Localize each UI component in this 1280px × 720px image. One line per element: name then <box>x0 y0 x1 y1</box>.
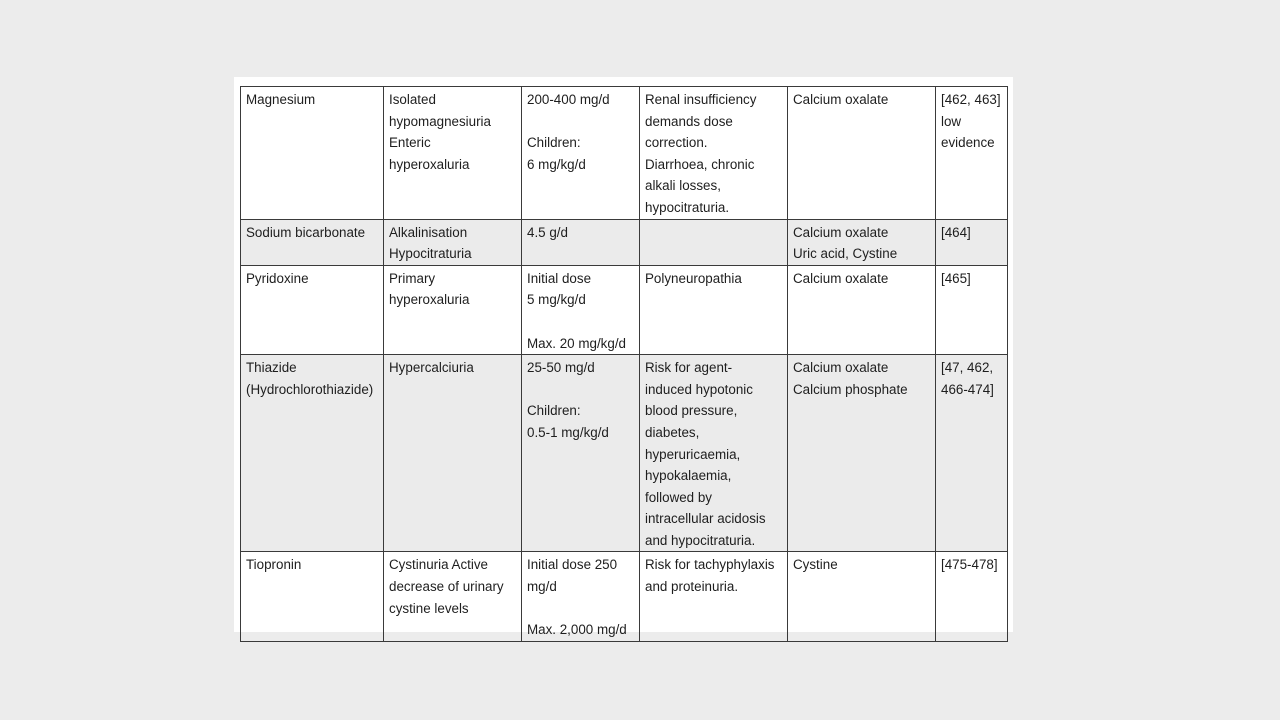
cell-substance: Thiazide (Hydrochlorothiazide) <box>241 355 384 552</box>
table-row <box>241 552 1008 641</box>
cell-stone-type: Calcium oxalate Calcium phosphate <box>788 355 936 552</box>
cell-dose: Initial dose 250 mg/d Max. 2,000 mg/d <box>522 552 640 641</box>
cell-dose: 4.5 g/d <box>522 219 640 265</box>
document-page <box>234 77 1013 638</box>
table-row <box>241 87 1008 220</box>
cell-stone-type: Cystine <box>788 552 936 641</box>
cell-indication: Cystinuria Active decrease of urinary cystine levels <box>384 552 522 641</box>
cell-reference: [47, 462, 466-474] <box>936 355 1008 552</box>
cell-substance: Pyridoxine <box>241 265 384 354</box>
cell-reference: [462, 463] low evidence <box>936 87 1008 220</box>
cell-notes: Risk for agent- induced hypotonic blood pressure, diabetes, hyperuricaemia, hypokalaemia, followed by intracellular acidosis and hypocitraturia. <box>640 355 788 552</box>
cell-stone-type: Calcium oxalate <box>788 87 936 220</box>
cell-notes: Polyneuropathia <box>640 265 788 354</box>
cell-stone-type: Calcium oxalate <box>788 265 936 354</box>
cell-indication: Alkalinisation Hypocitraturia <box>384 219 522 265</box>
cell-reference: [465] <box>936 265 1008 354</box>
cell-indication: Primary hyperoxaluria <box>384 265 522 354</box>
cell-reference: [464] <box>936 219 1008 265</box>
cell-notes: Risk for tachyphylaxis and proteinuria. <box>640 552 788 641</box>
table-row <box>241 355 1008 552</box>
table-row <box>241 265 1008 354</box>
cell-reference: [475-478] <box>936 552 1008 641</box>
cell-substance: Magnesium <box>241 87 384 220</box>
cell-dose: Initial dose 5 mg/kg/d Max. 20 mg/kg/d <box>522 265 640 354</box>
cell-substance: Sodium bicarbonate <box>241 219 384 265</box>
cell-indication: Isolated hypomagnesiuria Enteric hyperoxaluria <box>384 87 522 220</box>
cell-dose: 25-50 mg/d Children: 0.5-1 mg/kg/d <box>522 355 640 552</box>
cell-dose: 200-400 mg/d Children: 6 mg/kg/d <box>522 87 640 220</box>
cell-stone-type: Calcium oxalate Uric acid, Cystine <box>788 219 936 265</box>
medication-table <box>240 86 1008 642</box>
cell-substance: Tiopronin <box>241 552 384 641</box>
table-row <box>241 219 1008 265</box>
cell-notes: Renal insufficiency demands dose correction. Diarrhoea, chronic alkali losses, hypocitraturia. <box>640 87 788 220</box>
cell-indication: Hypercalciuria <box>384 355 522 552</box>
cell-notes <box>640 219 788 265</box>
